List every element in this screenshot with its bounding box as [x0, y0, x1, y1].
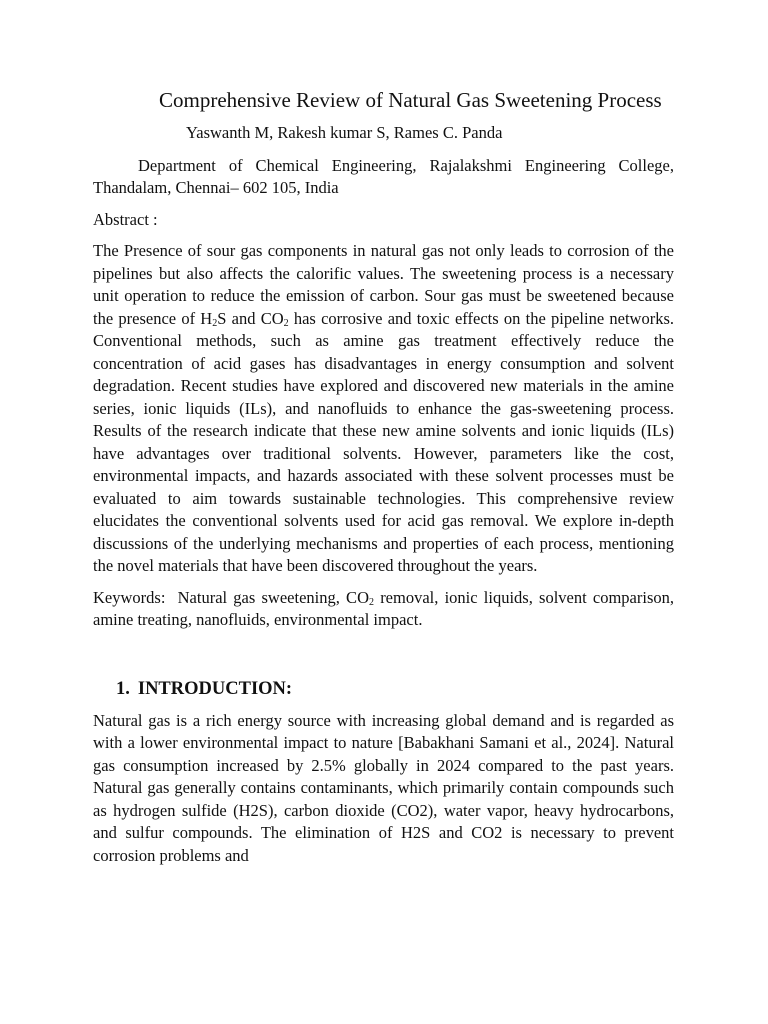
affiliation: Department of Chemical Engineering, Rajalakshmi Engineering College, Thandalam, Chennai– 602 105, India — [93, 156, 674, 197]
abstract-subscript-2: 2 — [283, 317, 289, 329]
keywords-text-2: removal, ionic liquids, solvent comparison, amine treating, nanofluids, environmental impact. — [93, 587, 675, 629]
abstract-subscript-1: 2 — [212, 317, 218, 329]
abstract-heading: Abstract : — [93, 210, 158, 229]
section-heading-introduction — [116, 677, 674, 701]
author-list: Yaswanth M, Rakesh kumar S, Rames C. Panda — [186, 123, 503, 142]
keywords-label: Keywords: — [93, 587, 166, 607]
paper-title: Comprehensive Review of Natural Gas Sweetening Process — [159, 88, 662, 112]
introduction-body: Natural gas is a rich energy source with increasing global demand and is regarded as with a lower environmental impact to nature [Babakhani Samani et al., 2024]. Natural gas consumption increased by 2.5% globally in 2024 compared to the past years. Natural gas generally contains contaminants, which primarily contain compounds such as hydrogen sulfide (H2S), carbon dioxide (CO2), water vapor, heavy hydrocarbons, and sulfur compounds. The elimination of H2S and CO2 is necessary to prevent corrosion problems and — [93, 710, 674, 865]
paper-page — [93, 86, 674, 867]
abstract-text-2: S and CO — [217, 308, 284, 328]
section-title: INTRODUCTION: — [137, 678, 293, 699]
section-number: 1. — [116, 678, 130, 699]
keywords — [93, 587, 674, 632]
abstract-text-1: The Presence of sour gas components in natural gas not only leads to corrosion of the pipelines but also affects the calorific values. The sweetening process is a necessary unit operation to reduce the emission of carbon. Sour gas must be sweetened because the presence of H — [93, 241, 674, 328]
keywords-text-1: Natural gas sweetening, CO — [177, 587, 369, 607]
abstract-body — [93, 240, 674, 578]
abstract-text-3: has corrosive and toxic effects on the pipeline networks. Conventional methods, such as amine gas treatment effectively reduce the concentration of acid gases has disadvantages in energy consumption and solvent degradation. Recent studies have explored and discovered new materials in the amine series, ionic liquids (ILs), and nanofluids to enhance the gas-sweetening process. Results of the research indicate that these new amine solvents and ionic liquids (ILs) have advantages over traditional solvents. However, parameters like the cost, environmental impacts, and hazards associated with these solvent processes must be evaluated to aim towards sustainable technologies. This comprehensive review elucidates the conventional solvents used for acid gas removal. We explore in-depth discussions of the underlying mechanisms and properties of each process, mentioning the novel materials that have been discovered throughout the years. — [93, 308, 675, 575]
keywords-subscript: 2 — [368, 596, 374, 608]
